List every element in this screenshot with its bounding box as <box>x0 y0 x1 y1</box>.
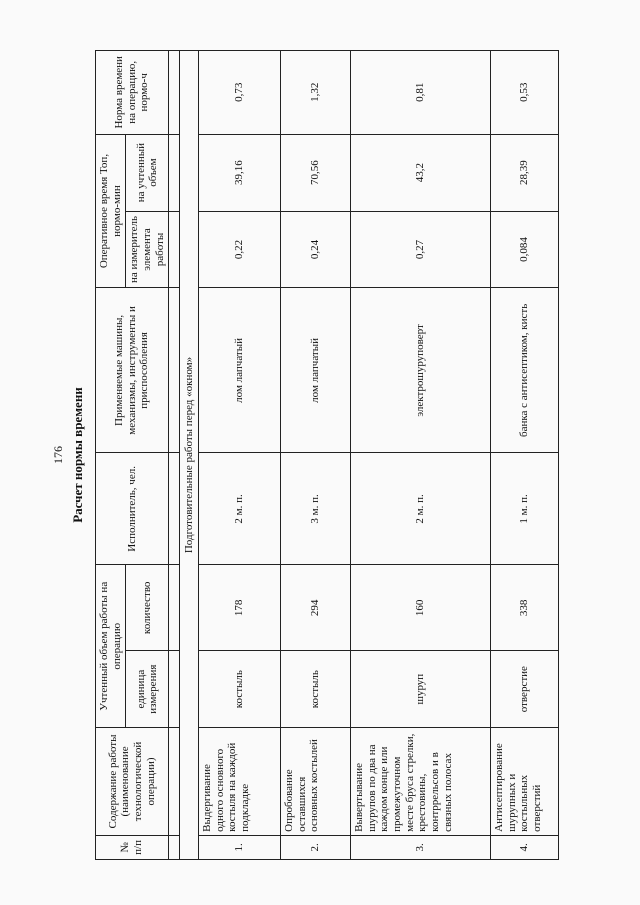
header-optime-group: Оперативное время Топ, нормо-мин <box>96 134 126 288</box>
cell-content: Вывертывание шурупов по два на каждом конце или промежуточном месте бруса стрелки, крестовины, контррельсов и в связных полосах <box>351 728 491 836</box>
header-per-unit: на измеритель элемента работы <box>126 211 169 288</box>
cell-num: 4. <box>491 835 559 859</box>
cell-per-volume: 43,2 <box>351 134 491 211</box>
cell-per-volume: 70,56 <box>281 134 351 211</box>
section-title: Подготовительные работы перед «окном» <box>180 51 199 860</box>
cell-content: Антисептирование шурупных и костыльных отверстий <box>491 728 559 836</box>
cell-norm: 1,32 <box>281 51 351 135</box>
table-row <box>199 51 281 860</box>
header-per-volume: на учтенный объем <box>126 134 169 211</box>
cell-unit: костыль <box>199 651 281 728</box>
cell-unit: костыль <box>281 651 351 728</box>
cell-machines: лом лапчатый <box>281 288 351 453</box>
cell-qty: 294 <box>281 565 351 651</box>
cell-num: 1. <box>199 835 281 859</box>
cell-per-unit: 0,27 <box>351 211 491 288</box>
cell-performer: 3 м. п. <box>281 453 351 565</box>
cell-qty: 178 <box>199 565 281 651</box>
header-machines: Применяемые машины, механизмы, инструменты и приспособления <box>96 288 169 453</box>
cell-performer: 2 м. п. <box>199 453 281 565</box>
header-unit: единица измерения <box>126 651 169 728</box>
section-row <box>180 51 199 860</box>
cell-qty: 160 <box>351 565 491 651</box>
cell-num: 3. <box>351 835 491 859</box>
cell-per-unit: 0,084 <box>491 211 559 288</box>
header-content: Содержание работы (наименование технологической операции) <box>96 728 169 836</box>
header-norm: Норма времени на операцию, нормо-ч <box>96 51 169 135</box>
header-num: № п/п <box>96 835 169 859</box>
cell-norm: 0,53 <box>491 51 559 135</box>
cell-machines: электрошуруповерт <box>351 288 491 453</box>
time-norm-table <box>95 50 559 860</box>
page-title: Расчет нормы времени <box>70 387 85 523</box>
cell-machines: банка с антисептиком, кисть <box>491 288 559 453</box>
cell-per-unit: 0,22 <box>199 211 281 288</box>
cell-content: Опробование оставшихся основных костылей <box>281 728 351 836</box>
header-volume-group: Учтенный объем работы на операцию <box>96 565 126 728</box>
cell-per-unit: 0,24 <box>281 211 351 288</box>
header-performer: Исполнитель, чел. <box>96 453 169 565</box>
cell-num: 2. <box>281 835 351 859</box>
table-row <box>351 51 491 860</box>
cell-norm: 0,73 <box>199 51 281 135</box>
spacer-row <box>169 51 180 860</box>
cell-qty: 338 <box>491 565 559 651</box>
cell-content: Выдергивание одного основного костыля на каждой подкладке <box>199 728 281 836</box>
table-row <box>491 51 559 860</box>
page-number: 176 <box>51 446 65 464</box>
cell-unit: шуруп <box>351 651 491 728</box>
cell-performer: 2 м. п. <box>351 453 491 565</box>
cell-norm: 0,81 <box>351 51 491 135</box>
cell-per-volume: 28,39 <box>491 134 559 211</box>
cell-performer: 1 м. п. <box>491 453 559 565</box>
header-row-1 <box>96 51 126 860</box>
header-qty: количество <box>126 565 169 651</box>
cell-machines: лом лапчатый <box>199 288 281 453</box>
cell-per-volume: 39,16 <box>199 134 281 211</box>
table-row <box>281 51 351 860</box>
cell-unit: отверстие <box>491 651 559 728</box>
rotated-sheet <box>51 50 544 860</box>
